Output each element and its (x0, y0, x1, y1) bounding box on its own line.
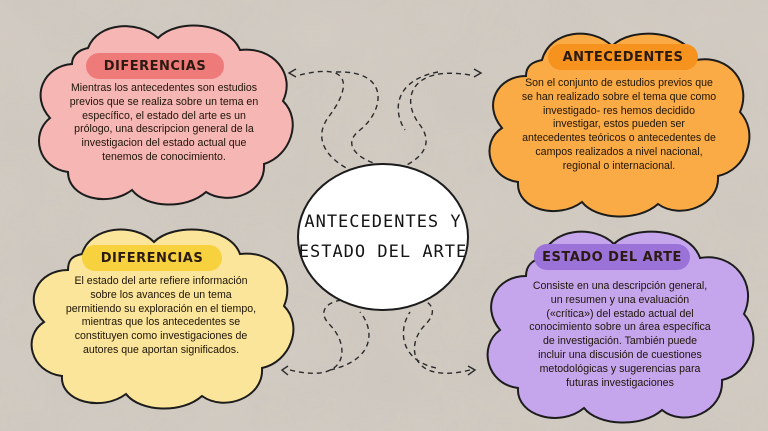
node-estado-del-arte (478, 222, 762, 428)
node-title-pill: ESTADO DEL ARTE (534, 244, 690, 270)
node-diferencias-top (28, 16, 300, 206)
node-description: El estado del arte refiere información sobre los avances de un tema permitiendo su exploración en el tiempo, mientras que los antecedentes se constituyen como investigaciones de autores que aportan significados. (65, 275, 257, 356)
node-description: Mientras los antecedentes son estudios previos que se realiza sobre un tema en específico, el estado del arte es un prólogo, una descripcion general de la investigacion del estado actual que tenemos de conocimiento. (69, 82, 259, 163)
node-description: Consiste en una descripción general, un resumen y una evaluación («crítica») del estado actual del conocimiento sobre un área específica de investigación. También puede incluir una discusión de cuestiones metodológicas y sugerencias para futuras investigaciones (529, 280, 711, 389)
node-title-pill: DIFERENCIAS (82, 245, 222, 271)
node-antecedentes (480, 24, 758, 220)
node-diferencias-bottom (20, 222, 302, 412)
central-topic-line: ESTADO DEL ARTE (298, 242, 468, 262)
node-title-pill: ANTECEDENTES (548, 44, 698, 70)
central-topic-line: ANTECEDENTES Y (304, 212, 462, 232)
node-title-pill: DIFERENCIAS (86, 53, 224, 79)
node-description: Son el conjunto de estudios previos que se han realizado sobre el tema que como investigado- res hemos decidido investigar, estos pueden ser antecedentes teóricos o antecedentes de campos realizados a nivel nacional, regional o internacional. (521, 77, 717, 172)
central-topic (297, 163, 469, 311)
